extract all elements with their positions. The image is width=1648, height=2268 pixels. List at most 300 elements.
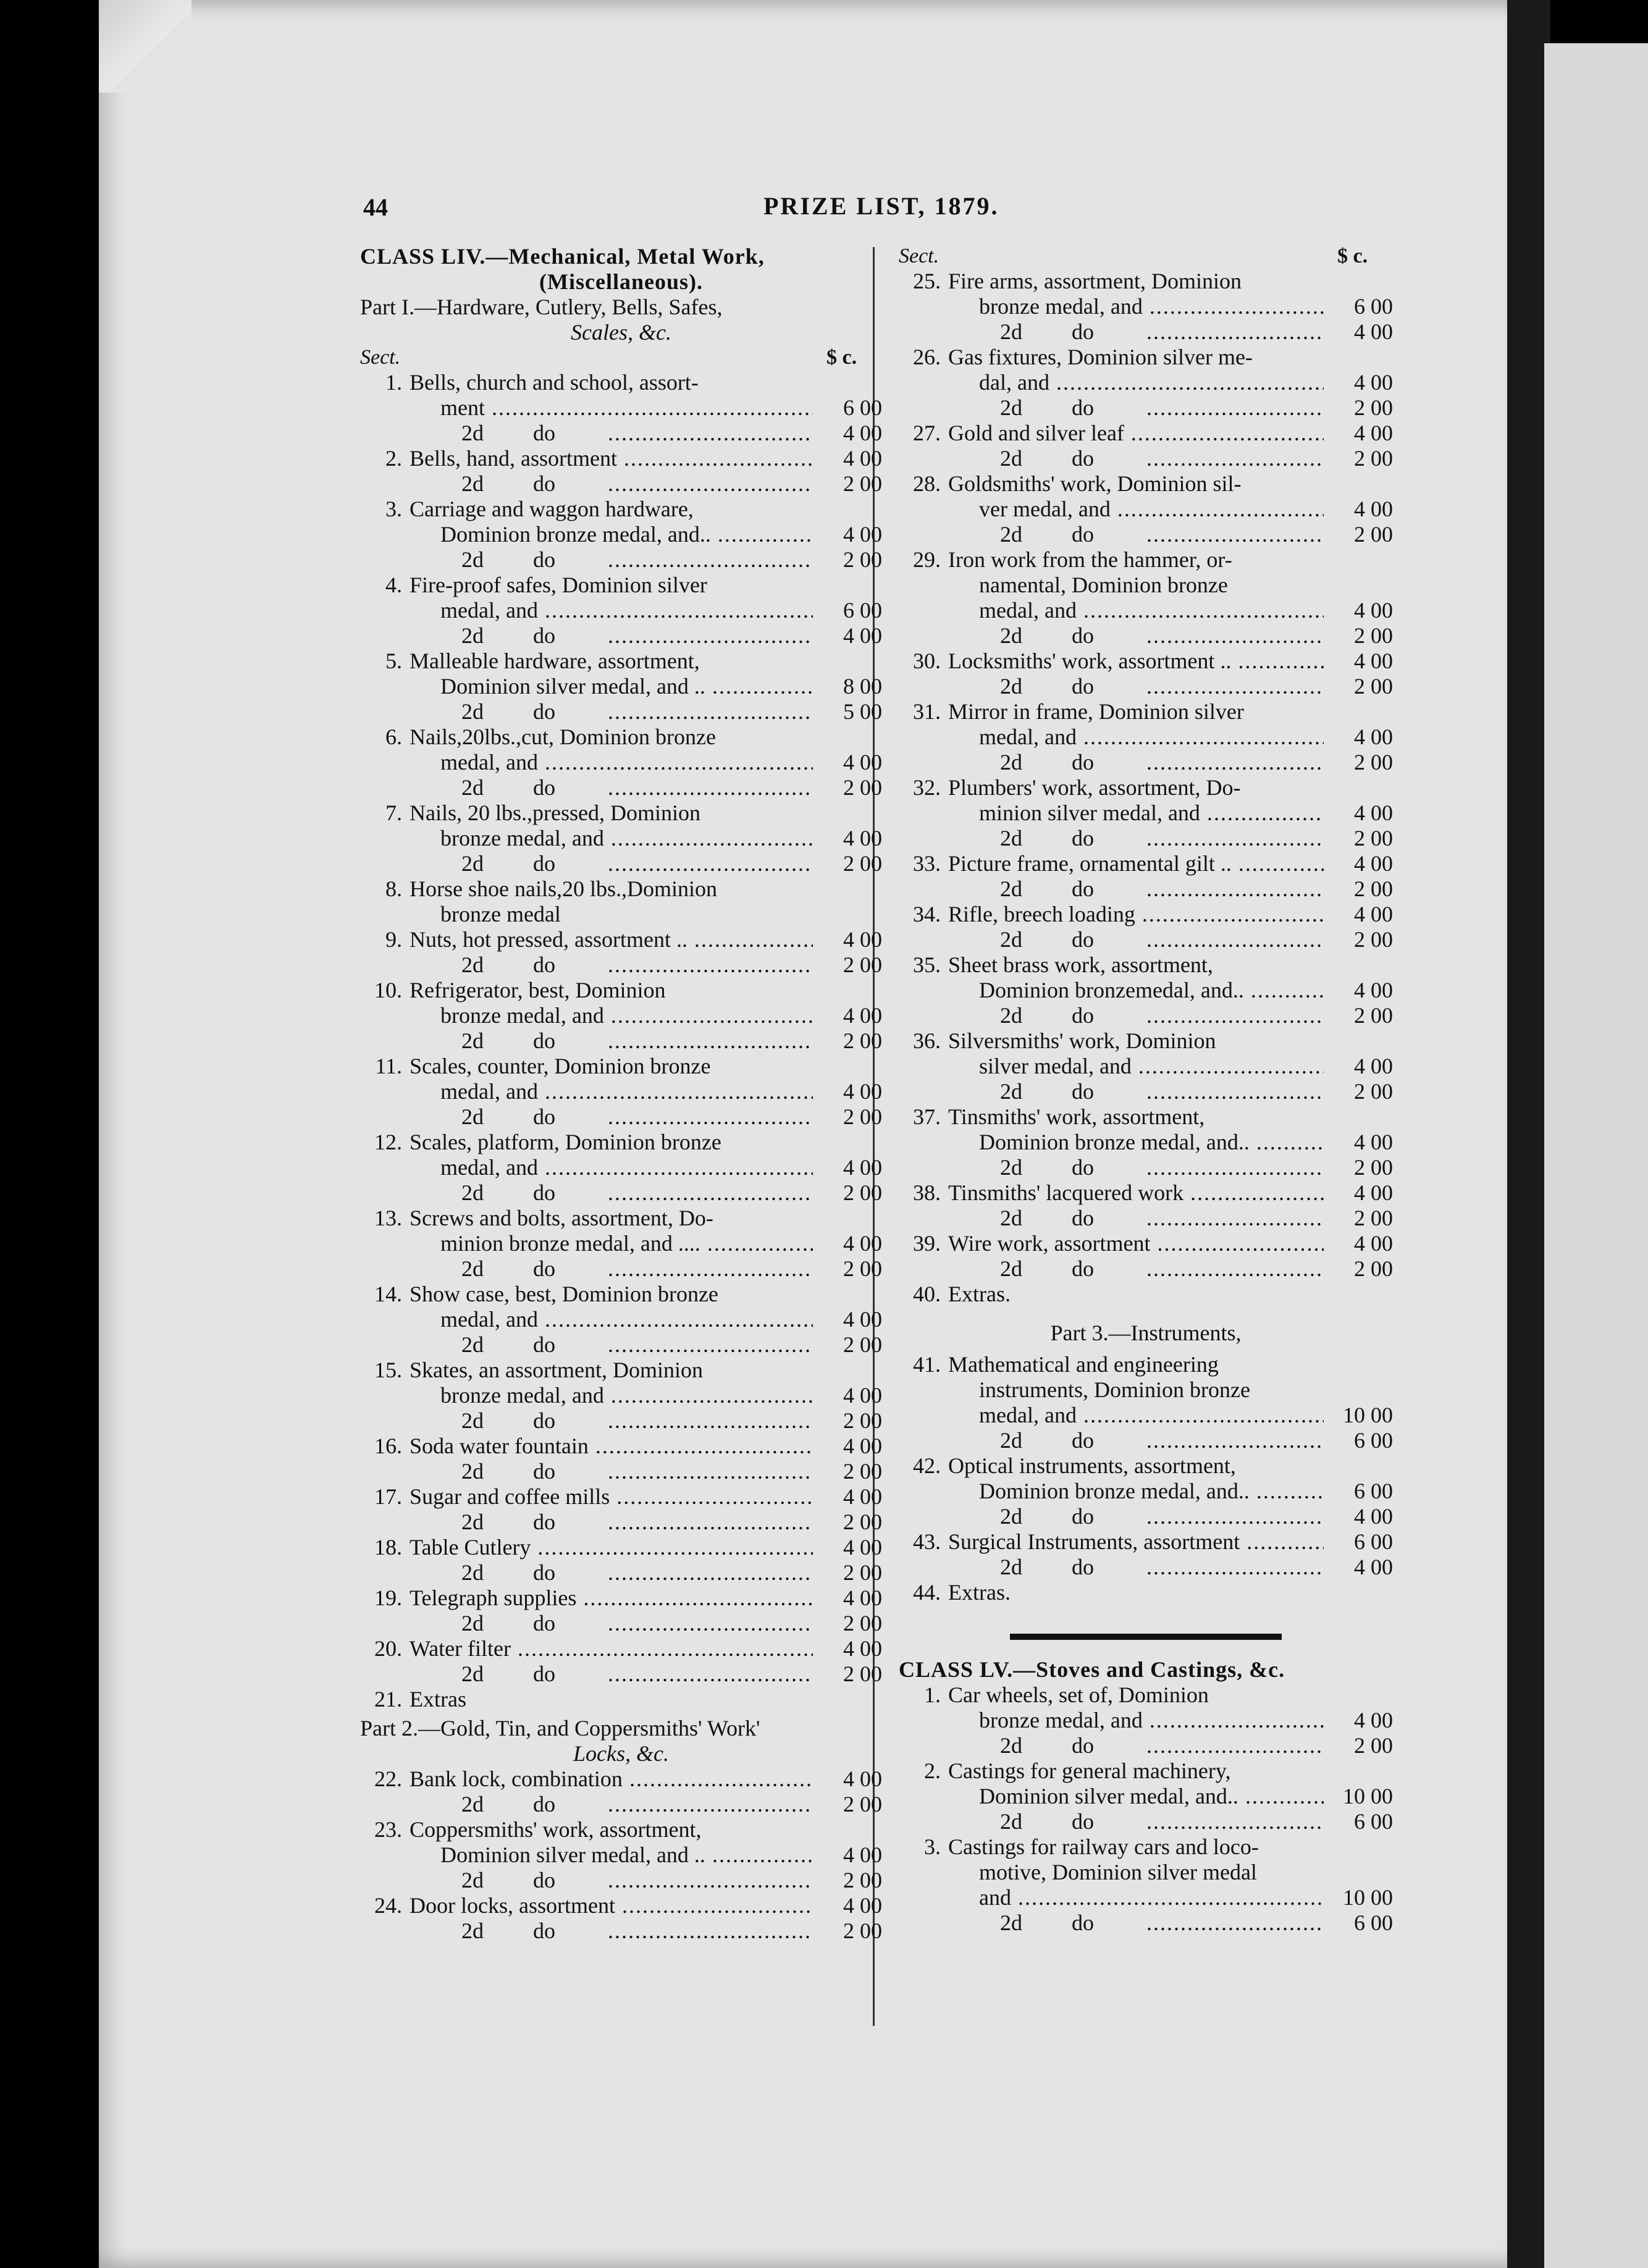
second-label: 2d xyxy=(461,1028,484,1053)
first-prize-amount: 4 00 xyxy=(1354,1708,1393,1732)
prize-entry xyxy=(899,345,1393,421)
part-1-title: Part I.—Hardware, Cutlery, Bells, Safes, xyxy=(360,295,723,319)
ditto-label: do xyxy=(1072,876,1094,901)
first-prize-amount: 4 00 xyxy=(843,1893,882,1918)
entry-line xyxy=(360,800,882,826)
second-label: 2d xyxy=(1000,1206,1022,1230)
entries-right xyxy=(899,269,1393,1307)
entry-number: 28. xyxy=(913,471,941,496)
prize-entry xyxy=(899,1104,1393,1180)
prize-entry xyxy=(899,649,1393,699)
class-liv-heading xyxy=(360,244,882,295)
entry-line xyxy=(360,724,882,750)
first-prize-amount: 4 00 xyxy=(843,1842,882,1867)
second-prize-label xyxy=(410,471,813,497)
entry-text: Table Cutlery ..... xyxy=(410,1535,813,1560)
entry-text: motive, Dominion silver medal xyxy=(979,1860,1257,1884)
prize-entry xyxy=(360,446,882,497)
second-prize-label xyxy=(410,1180,813,1206)
second-prize-amount: 6 00 xyxy=(1354,1910,1393,1935)
entry-text: Gold and silver leaf ..... xyxy=(948,421,1324,446)
second-prize-line xyxy=(899,623,1393,649)
second-prize-label xyxy=(948,1428,1324,1453)
entry-number: 9. xyxy=(385,927,402,952)
entry-number: 38. xyxy=(913,1180,941,1205)
entry-number: 25. xyxy=(913,269,941,293)
ditto-label: do xyxy=(533,1028,555,1053)
second-prize-line xyxy=(360,1792,882,1817)
entry-number: 42. xyxy=(913,1453,941,1478)
entry-number: 17. xyxy=(374,1484,402,1509)
second-label: 2d xyxy=(1000,927,1022,952)
first-prize-amount: 4 00 xyxy=(1354,497,1393,521)
second-prize-amount: 2 00 xyxy=(1354,750,1393,775)
ditto-label: do xyxy=(1072,1079,1094,1104)
second-label: 2d xyxy=(461,1661,484,1686)
entry-line xyxy=(360,750,882,775)
part-2-title: Part 2.—Gold, Tin, and Coppersmiths' Work' xyxy=(360,1716,760,1741)
second-prize-line xyxy=(360,1918,882,1944)
second-prize-amount: 4 00 xyxy=(1354,319,1393,344)
entry-number: 16. xyxy=(374,1434,402,1458)
prize-entry xyxy=(899,1529,1393,1580)
second-prize-amount: 2 00 xyxy=(1354,522,1393,547)
entry-text: Screws and bolts, assortment, Do- xyxy=(410,1206,713,1230)
prize-entry xyxy=(899,952,1393,1028)
entry-text: namental, Dominion bronze xyxy=(979,573,1228,597)
entry-text: Plumbers' work, assortment, Do- xyxy=(948,775,1241,800)
second-label: 2d xyxy=(1000,522,1022,547)
entry-number: 12. xyxy=(374,1130,402,1154)
entry-number: 35. xyxy=(913,952,941,977)
entry-line xyxy=(360,1383,882,1408)
entry-text: Bank lock, combination ..... xyxy=(410,1766,813,1792)
second-prize-amount: 5 00 xyxy=(843,699,882,724)
prize-entry xyxy=(899,1758,1393,1834)
first-prize-amount: 4 00 xyxy=(843,1383,882,1408)
second-label: 2d xyxy=(1000,826,1022,850)
second-prize-amount: 2 00 xyxy=(1354,876,1393,901)
second-prize-amount: 2 00 xyxy=(1354,1206,1393,1230)
prize-entry xyxy=(899,1028,1393,1104)
entry-text: Malleable hardware, assortment, xyxy=(410,649,700,673)
second-prize-line xyxy=(360,1868,882,1893)
first-prize-amount: 10 00 xyxy=(1343,1403,1393,1427)
entry-line xyxy=(360,370,882,395)
entry-text: bronze medal, and ..... xyxy=(948,1708,1324,1733)
first-prize-amount: 4 00 xyxy=(843,1484,882,1509)
first-prize-amount: 4 00 xyxy=(843,522,882,547)
entry-text: Nails,20lbs.,cut, Dominion bronze xyxy=(410,724,716,749)
first-prize-amount: 4 00 xyxy=(1354,649,1393,673)
first-prize-amount: 4 00 xyxy=(1354,851,1393,876)
second-label: 2d xyxy=(1000,750,1022,775)
prize-entry xyxy=(899,775,1393,851)
second-prize-amount: 2 00 xyxy=(843,1180,882,1205)
currency-label: $ c. xyxy=(826,346,857,369)
second-prize-line xyxy=(899,395,1393,421)
second-label: 2d xyxy=(461,1104,484,1129)
second-prize-line xyxy=(899,1809,1393,1834)
entry-text: bronze medal xyxy=(440,902,561,926)
entry-text: Fire arms, assortment, Dominion xyxy=(948,269,1242,293)
second-label: 2d xyxy=(1000,623,1022,648)
second-prize-label xyxy=(410,775,813,800)
entry-line xyxy=(899,1282,1393,1307)
entry-line xyxy=(899,421,1393,446)
entry-text: medal, and ..... xyxy=(948,724,1324,750)
ditto-label: do xyxy=(1072,319,1094,344)
second-prize-amount: 2 00 xyxy=(843,775,882,800)
first-prize-amount: 4 00 xyxy=(1354,1130,1393,1154)
entry-text: Dominion bronze medal, and.. ..... xyxy=(410,522,813,547)
entry-text: Horse shoe nails,20 lbs.,Dominion xyxy=(410,876,717,901)
entry-text: Wire work, assortment ..... xyxy=(948,1231,1324,1256)
second-prize-line xyxy=(899,1256,1393,1282)
second-prize-label xyxy=(410,623,813,649)
page-number: 44 xyxy=(363,193,388,221)
class-lv-heading xyxy=(899,1657,1393,1682)
second-prize-line xyxy=(360,1180,882,1206)
first-prize-amount: 6 00 xyxy=(843,598,882,623)
first-prize-amount: 4 00 xyxy=(1354,1180,1393,1205)
second-label: 2d xyxy=(461,623,484,648)
second-prize-label xyxy=(410,421,813,446)
prize-entry xyxy=(899,547,1393,649)
second-prize-label xyxy=(948,446,1324,471)
second-prize-line xyxy=(360,1028,882,1054)
entry-text: medal, and ..... xyxy=(410,750,813,775)
entry-line xyxy=(899,497,1393,522)
second-prize-line xyxy=(360,1104,882,1130)
prize-entry xyxy=(360,1535,882,1586)
entry-text: Nails, 20 lbs.,pressed, Dominion xyxy=(410,800,700,825)
second-prize-amount: 2 00 xyxy=(843,1918,882,1943)
first-prize-amount: 4 00 xyxy=(1354,724,1393,749)
second-prize-label xyxy=(948,623,1324,649)
second-prize-label xyxy=(410,1918,813,1944)
second-prize-amount: 2 00 xyxy=(843,1661,882,1686)
second-prize-label xyxy=(948,750,1324,775)
class-liv-subtitle: (Miscellaneous). xyxy=(539,269,703,294)
entry-text: Gas fixtures, Dominion silver me- xyxy=(948,345,1253,369)
left-column xyxy=(360,244,882,1944)
entry-text: Mathematical and engineering xyxy=(948,1352,1219,1377)
entry-text: instruments, Dominion bronze xyxy=(979,1377,1250,1402)
entry-text: Extras. xyxy=(948,1282,1011,1306)
entry-number: 6. xyxy=(385,724,402,749)
entry-line xyxy=(899,1403,1393,1428)
section-rule xyxy=(1010,1634,1282,1640)
ditto-label: do xyxy=(533,1459,555,1484)
entry-line xyxy=(899,851,1393,876)
prize-entry xyxy=(360,1434,882,1484)
entry-line xyxy=(899,1180,1393,1206)
second-label: 2d xyxy=(461,775,484,800)
ditto-label: do xyxy=(1072,1206,1094,1230)
second-label: 2d xyxy=(461,851,484,876)
first-prize-amount: 4 00 xyxy=(1354,978,1393,1002)
entries-left xyxy=(360,370,882,1712)
entry-text: ment ..... xyxy=(410,395,813,421)
entry-line xyxy=(360,902,882,927)
prize-entry xyxy=(360,1130,882,1206)
ditto-label: do xyxy=(533,1104,555,1129)
second-label: 2d xyxy=(461,1611,484,1636)
prize-entry xyxy=(360,1484,882,1535)
entry-number: 8. xyxy=(385,876,402,901)
entry-line xyxy=(360,826,882,851)
second-prize-label xyxy=(410,1104,813,1130)
entry-number: 27. xyxy=(913,421,941,445)
ditto-label: do xyxy=(1072,1555,1094,1579)
first-prize-amount: 4 00 xyxy=(843,927,882,952)
entry-text: Tinsmiths' lacquered work ..... xyxy=(948,1180,1324,1206)
entry-line xyxy=(360,1484,882,1510)
prize-entry xyxy=(899,1453,1393,1529)
first-prize-amount: 6 00 xyxy=(1354,294,1393,319)
class-liv-title: CLASS LIV.—Mechanical, Metal Work, xyxy=(360,244,765,269)
ditto-label: do xyxy=(1072,927,1094,952)
second-prize-label xyxy=(948,826,1324,851)
entry-line xyxy=(360,446,882,471)
first-prize-amount: 6 00 xyxy=(1354,1479,1393,1503)
second-prize-amount: 2 00 xyxy=(843,471,882,496)
second-prize-line xyxy=(360,1560,882,1586)
ditto-label: do xyxy=(533,1510,555,1534)
second-prize-line xyxy=(899,522,1393,547)
entry-number: 23. xyxy=(374,1817,402,1842)
entry-text: Optical instruments, assortment, xyxy=(948,1453,1236,1478)
facing-page-edge xyxy=(1544,43,1648,2268)
second-label: 2d xyxy=(1000,319,1022,344)
entry-text: Fire-proof safes, Dominion silver xyxy=(410,573,707,597)
entry-line xyxy=(360,927,882,952)
second-prize-amount: 2 00 xyxy=(1354,1003,1393,1028)
entry-line xyxy=(899,1104,1393,1130)
entry-text: Castings for railway cars and loco- xyxy=(948,1834,1259,1859)
second-prize-label xyxy=(948,674,1324,699)
entry-text: Scales, counter, Dominion bronze xyxy=(410,1054,711,1078)
second-prize-line xyxy=(360,547,882,573)
ditto-label: do xyxy=(533,1661,555,1686)
first-prize-amount: 4 00 xyxy=(1354,902,1393,926)
entry-line xyxy=(899,269,1393,294)
second-prize-label xyxy=(410,1560,813,1586)
second-label: 2d xyxy=(461,1510,484,1534)
entry-text: Door locks, assortment ..... xyxy=(410,1893,813,1918)
entry-line xyxy=(899,1479,1393,1504)
second-prize-label xyxy=(410,1459,813,1484)
entry-text: Goldsmiths' work, Dominion sil- xyxy=(948,471,1242,496)
second-prize-label xyxy=(948,522,1324,547)
entry-number: 14. xyxy=(374,1282,402,1306)
folded-corner xyxy=(99,0,191,93)
second-label: 2d xyxy=(1000,674,1022,699)
second-prize-amount: 6 00 xyxy=(1354,1809,1393,1834)
entry-line xyxy=(899,1130,1393,1155)
entry-line xyxy=(899,724,1393,750)
entry-number: 41. xyxy=(913,1352,941,1377)
second-prize-label xyxy=(410,1256,813,1282)
entry-number: 33. xyxy=(913,851,941,876)
entry-line xyxy=(360,1155,882,1180)
entry-number: 40. xyxy=(913,1282,941,1306)
second-prize-line xyxy=(360,1408,882,1434)
prize-entry xyxy=(360,1636,882,1687)
first-prize-amount: 10 00 xyxy=(1343,1885,1393,1910)
second-label: 2d xyxy=(1000,1079,1022,1104)
prize-entry xyxy=(360,927,882,978)
entry-text: Dominion silver medal, and.. ..... xyxy=(948,1784,1324,1809)
second-prize-label xyxy=(410,1611,813,1636)
prize-entry xyxy=(360,1054,882,1130)
second-prize-line xyxy=(360,851,882,876)
entry-line xyxy=(899,649,1393,674)
entry-number: 29. xyxy=(913,547,941,572)
second-prize-amount: 2 00 xyxy=(1354,623,1393,648)
first-prize-amount: 4 00 xyxy=(843,1003,882,1028)
entry-text: Sheet brass work, assortment, xyxy=(948,952,1213,977)
second-prize-line xyxy=(360,699,882,724)
entry-line xyxy=(360,1358,882,1383)
prize-entry xyxy=(360,800,882,876)
entry-line xyxy=(360,1130,882,1155)
entry-line xyxy=(899,370,1393,395)
ditto-label: do xyxy=(533,1560,555,1585)
second-prize-line xyxy=(899,826,1393,851)
entry-line xyxy=(360,1231,882,1256)
second-prize-line xyxy=(899,446,1393,471)
entry-text: Extras xyxy=(410,1687,466,1712)
second-prize-line xyxy=(360,421,882,446)
entry-line xyxy=(360,1054,882,1079)
second-prize-amount: 2 00 xyxy=(843,952,882,977)
second-prize-line xyxy=(899,1428,1393,1453)
entry-number: 19. xyxy=(374,1586,402,1610)
second-prize-line xyxy=(899,319,1393,345)
second-prize-amount: 2 00 xyxy=(1354,1733,1393,1758)
entry-line xyxy=(899,1580,1393,1605)
prize-entry xyxy=(360,1282,882,1358)
second-label: 2d xyxy=(461,699,484,724)
entry-line xyxy=(360,1636,882,1661)
ditto-label: do xyxy=(533,471,555,496)
second-label: 2d xyxy=(1000,446,1022,471)
ditto-label: do xyxy=(1072,1428,1094,1453)
second-prize-line xyxy=(899,1733,1393,1758)
second-prize-amount: 2 00 xyxy=(1354,826,1393,850)
entry-line xyxy=(360,649,882,674)
second-prize-line xyxy=(899,1079,1393,1104)
second-prize-label xyxy=(948,927,1324,952)
second-prize-line xyxy=(899,1504,1393,1529)
first-prize-amount: 4 00 xyxy=(843,446,882,471)
second-prize-line xyxy=(899,1206,1393,1231)
ditto-label: do xyxy=(1072,1155,1094,1180)
entry-line xyxy=(360,1434,882,1459)
entry-text: bronze medal, and ..... xyxy=(410,1003,813,1028)
second-label: 2d xyxy=(461,547,484,572)
entry-text: Locksmiths' work, assortment .. ..... xyxy=(948,649,1324,674)
class-lv-title: CLASS LV.—Stoves and Castings, &c. xyxy=(899,1657,1285,1682)
entry-number: 5. xyxy=(385,649,402,673)
second-prize-line xyxy=(360,952,882,978)
ditto-label: do xyxy=(1072,750,1094,775)
prize-entry xyxy=(899,471,1393,547)
second-prize-line xyxy=(360,1459,882,1484)
ditto-label: do xyxy=(1072,674,1094,699)
first-prize-amount: 4 00 xyxy=(843,1766,882,1791)
second-prize-label xyxy=(410,1868,813,1893)
entry-line xyxy=(360,1893,882,1918)
entry-line xyxy=(899,598,1393,623)
entry-text: Mirror in frame, Dominion silver xyxy=(948,699,1244,724)
entry-text: Extras. xyxy=(948,1580,1011,1605)
entry-number: 21. xyxy=(374,1687,402,1712)
second-prize-line xyxy=(360,1611,882,1636)
entry-line xyxy=(360,573,882,598)
entry-line xyxy=(899,294,1393,319)
second-prize-label xyxy=(948,1256,1324,1282)
second-prize-amount: 2 00 xyxy=(843,1256,882,1281)
second-prize-amount: 2 00 xyxy=(1354,927,1393,952)
entry-number: 11. xyxy=(375,1054,402,1078)
entry-text: Silversmiths' work, Dominion xyxy=(948,1028,1216,1053)
entry-text: bronze medal, and ..... xyxy=(410,1383,813,1408)
prize-entry xyxy=(899,1282,1393,1307)
ditto-label: do xyxy=(533,775,555,800)
entry-line xyxy=(360,522,882,547)
entry-line xyxy=(360,1586,882,1611)
second-prize-amount: 2 00 xyxy=(1354,1256,1393,1281)
entry-text: Picture frame, ornamental gilt .. ..... xyxy=(948,851,1324,876)
entry-number: 20. xyxy=(374,1636,402,1661)
second-prize-amount: 2 00 xyxy=(843,1028,882,1053)
first-prize-amount: 4 00 xyxy=(843,750,882,775)
second-label: 2d xyxy=(1000,1504,1022,1529)
ditto-label: do xyxy=(533,1918,555,1943)
second-label: 2d xyxy=(1000,1555,1022,1579)
second-prize-label xyxy=(410,1332,813,1358)
entry-text: Bells, hand, assortment ..... xyxy=(410,446,813,471)
second-prize-amount: 4 00 xyxy=(1354,1555,1393,1579)
entry-line xyxy=(360,1206,882,1231)
entry-number: 4. xyxy=(385,573,402,597)
entry-line xyxy=(360,1307,882,1332)
first-prize-amount: 4 00 xyxy=(1354,1231,1393,1256)
prize-entry xyxy=(899,1834,1393,1936)
entry-text: Sugar and coffee mills ..... xyxy=(410,1484,813,1510)
entry-line xyxy=(899,1834,1393,1860)
second-label: 2d xyxy=(461,471,484,496)
running-title: PRIZE LIST, 1879. xyxy=(763,192,999,220)
entry-number: 1. xyxy=(924,1682,941,1707)
entry-line xyxy=(360,1535,882,1560)
prize-entry xyxy=(899,699,1393,775)
second-prize-amount: 2 00 xyxy=(843,547,882,572)
part-3-title: Part 3.—Instruments, xyxy=(1050,1321,1242,1345)
entry-line xyxy=(360,395,882,421)
prize-entry xyxy=(360,1586,882,1636)
first-prize-amount: 4 00 xyxy=(1354,421,1393,445)
second-label: 2d xyxy=(461,1459,484,1484)
entry-text: Dominion bronze medal, and.. ..... xyxy=(948,1130,1324,1155)
entry-number: 32. xyxy=(913,775,941,800)
entry-line xyxy=(899,471,1393,497)
second-prize-line xyxy=(899,1155,1393,1180)
part-2-title-cont: Locks, &c. xyxy=(573,1741,669,1766)
